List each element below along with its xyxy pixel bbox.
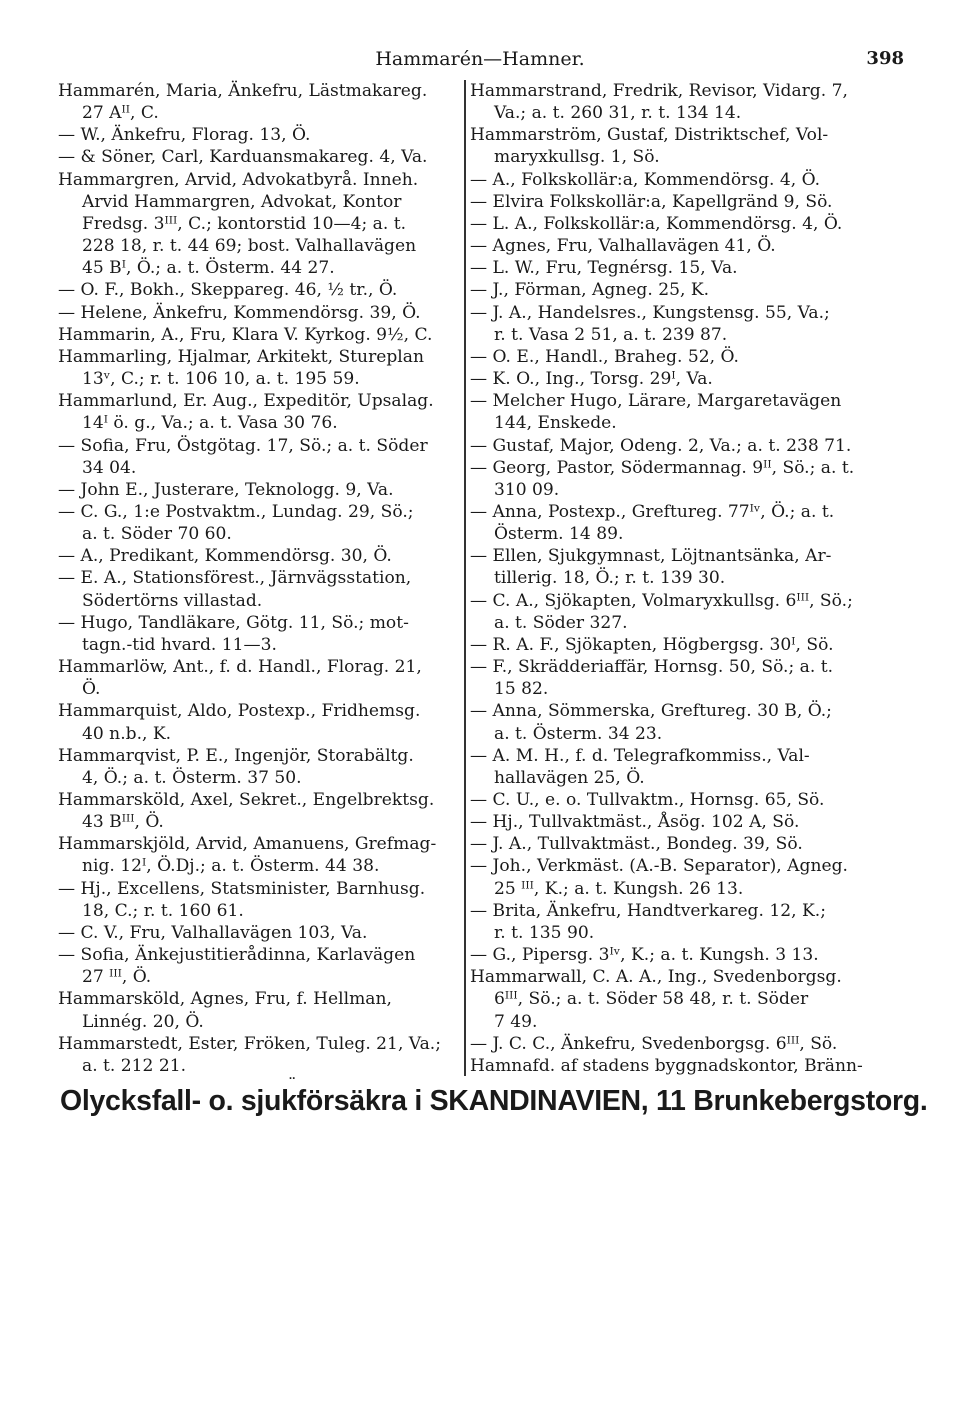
directory-entry-line: — O. F., Bokh., Skeppareg. 46, ½ tr., Ö.: [58, 280, 398, 301]
directory-entry-line: — G., Pipersg. 3ᴵᵛ, K.; a. t. Kungsh. 3 13.: [470, 945, 819, 966]
directory-entry-line: Hammarqvist, P. E., Ingenjör, Storabältg.: [58, 745, 414, 766]
directory-entry-line: Södertörns villastad.: [82, 590, 263, 611]
directory-entry-line: — Hj., Tullvaktmäst., Åsög. 102 A, Sö.: [470, 812, 800, 833]
directory-entry-line: 34 04.: [82, 457, 137, 478]
directory-entry-line: 25 ᴵᴵᴵ, K.; a. t. Kungsh. 26 13.: [494, 878, 744, 899]
directory-entry-line: a. t. Söder 327.: [494, 612, 628, 633]
directory-entry-line: tillerig. 18, Ö.; r. t. 139 30.: [494, 568, 726, 589]
directory-entry-line: Hammarström, Gustaf, Distriktschef, Vol-: [470, 125, 829, 146]
directory-entry-line: — A. M. H., f. d. Telegrafkommiss., Val-: [470, 745, 810, 766]
directory-entry-line: 7 49.: [494, 1011, 538, 1032]
directory-entry-line: Hammarstrand, Fredrik, Revisor, Vidarg. 7,: [470, 81, 848, 101]
directory-entry-line: Hammarskjöld, Arvid, Amanuens, Grefmag-: [58, 834, 437, 855]
directory-entry-line: — Joh., Verkmäst. (A.-B. Separator), Agneg.: [470, 856, 848, 877]
directory-entry-line: 27 ᴵᴵᴵ, Ö.: [82, 967, 152, 988]
directory-entry-line: 228 18, r. t. 44 69; bost. Valhallavägen: [82, 236, 417, 257]
directory-entry-line: — C. A., Sjökapten, Volmaryxkullsg. 6ᴵᴵᴵ, Sö.;: [470, 590, 853, 611]
directory-entry-line: — J., Förman, Agneg. 25, K.: [470, 280, 710, 301]
directory-entry-line: — R. A. F., Sjökapten, Högbergsg. 30ᴵ, Sö.: [470, 634, 834, 655]
directory-entry-line: Hammarquist, Aldo, Postexp., Fridhemsg.: [58, 701, 421, 722]
right-column: [470, 80, 908, 1080]
directory-entry-line: — Anna, Postexp., Greftureg. 77ᴵᵛ, Ö.; a. t.: [470, 501, 835, 522]
directory-entry-line: Hammarlöw, Ant., f. d. Handl., Florag. 21,: [58, 657, 422, 678]
directory-entry-line: Hammarsköld, Agnes, Fru, f. Hellman,: [58, 989, 392, 1010]
directory-entry-line: tagn.-tid hvard. 11—3.: [82, 634, 277, 655]
directory-entry-line: — L. W., Fru, Tegnérsg. 15, Va.: [470, 258, 738, 279]
directory-entry-line: — L. A., Folkskollär:a, Kommendörsg. 4, Ö.: [470, 213, 843, 234]
directory-entry-line: 43 Bᴵᴵᴵ, Ö.: [82, 812, 164, 833]
directory-entry-line: — J. A., Handelsres., Kungstensg. 55, Va.;: [470, 302, 830, 323]
directory-entry-line: — Sofia, Fru, Östgötag. 17, Sö.; a. t. Söder: [58, 435, 428, 456]
directory-entry-line: — Hj., Excellens, Statsminister, Barnhusg.: [58, 878, 426, 899]
directory-entry-line: 144, Enskede.: [494, 413, 617, 434]
directory-entry-line: — Agnes, Fru, Valhallavägen 41, Ö.: [470, 236, 776, 257]
page-number: 398: [866, 48, 904, 69]
directory-entry-line: — John E., Justerare, Teknologg. 9, Va.: [58, 479, 394, 500]
directory-entry-line: Hammarstedt, Ester, Fröken, Tuleg. 21, Va.;: [58, 1033, 441, 1054]
directory-entry-line: — C. U., e. o. Tullvaktm., Hornsg. 65, Sö.: [470, 790, 825, 810]
directory-entry-line: Va.; a. t. 260 31, r. t. 134 14.: [494, 103, 742, 124]
directory-entry-line: 40 n.b., K.: [82, 723, 172, 744]
directory-entry-line: — Melcher Hugo, Lärare, Margaretavägen: [470, 391, 842, 412]
directory-entry-line: — F., Skrädderiaffär, Hornsg. 50, Sö.; a. t.: [470, 657, 834, 678]
directory-entry-line: 14ᴵ ö. g., Va.; a. t. Vasa 30 76.: [82, 413, 338, 434]
directory-entry-line: — Anna, Sömmerska, Greftureg. 30 B, Ö.;: [470, 701, 832, 722]
directory-entry-line: nig. 12ᴵ, Ö.Dj.; a. t. Österm. 44 38.: [82, 856, 380, 877]
directory-entry-line: — A., Folkskollär:a, Kommendörsg. 4, Ö.: [470, 169, 821, 190]
directory-entry-line: a. t. Söder 70 60.: [82, 524, 232, 545]
directory-entry-line: — Helene, Änkefru, Kommendörsg. 39, Ö.: [58, 302, 421, 323]
directory-entry-line: Hammarling, Hjalmar, Arkitekt, Stureplan: [58, 346, 424, 367]
directory-entry-line: a. t. 212 21.: [82, 1055, 187, 1076]
directory-entry-line: Hammarlund, Er. Aug., Expeditör, Upsalag.: [58, 391, 434, 412]
directory-entry-line: — & Söner, Carl, Karduansmakareg. 4, Va.: [58, 147, 428, 168]
directory-entry-line: — Gustaf, Major, Odeng. 2, Va.; a. t. 238 71.: [470, 435, 852, 456]
directory-entry-line: 4, Ö.; a. t. Österm. 37 50.: [82, 767, 302, 788]
directory-entry-line: Hammargren, Arvid, Advokatbyrå. Inneh.: [58, 169, 419, 190]
directory-entry-line: 310 09.: [494, 479, 560, 500]
directory-entry-line: Arvid Hammargren, Advokat, Kontor: [82, 191, 402, 212]
directory-entry-line: Hammarwall, C. A. A., Ing., Svedenborgsg.: [470, 967, 842, 988]
directory-entry-line: a. t. Österm. 34 23.: [494, 723, 663, 744]
page-header: [0, 46, 960, 76]
directory-entry-line: — J. C. C., Änkefru, Svedenborgsg. 6ᴵᴵᴵ, Sö.: [470, 1033, 838, 1054]
directory-entry-line: 45 Bᴵ, Ö.; a. t. Österm. 44 27.: [82, 258, 335, 279]
directory-entry-line: — W., Änkefru, Florag. 13, Ö.: [58, 125, 311, 146]
directory-entry-line: [470, 1077, 908, 1080]
directory-entry-line: r. t. Vasa 2 51, a. t. 239 87.: [494, 324, 728, 345]
directory-entry-line: maryxkullsg. 1, Sö.: [494, 147, 660, 168]
directory-entry-line: 15 82.: [494, 679, 549, 700]
directory-entry-line: Österm. 14 89.: [494, 524, 624, 545]
footer-advertisement: Olycksfall- o. sjukförsäkra i SKANDINAVIEN, 11 Brunkebergstorg.: [60, 1085, 928, 1117]
directory-entry-line: — Elvira Folkskollär:a, Kapellgränd 9, Sö.: [470, 191, 833, 212]
directory-entry-line: — Sofia, Änkejustitierådinna, Karlavägen: [58, 945, 416, 966]
directory-entry-line: 6ᴵᴵᴵ, Sö.; a. t. Söder 58 48, r. t. Söder: [494, 989, 809, 1010]
directory-entry-line: — Georg, Pastor, Södermannag. 9ᴵᴵ, Sö.; a. t.: [470, 457, 855, 478]
directory-entry-line: [58, 1077, 462, 1080]
directory-entry-line: — O. E., Handl., Braheg. 52, Ö.: [470, 346, 739, 367]
column-divider: [464, 80, 466, 1076]
directory-entry-line: 13ᵛ, C.; r. t. 106 10, a. t. 195 59.: [82, 369, 360, 390]
directory-entry-line: — C. G., 1:e Postvaktm., Lundag. 29, Sö.;: [58, 501, 414, 522]
directory-entry-line: r. t. 135 90.: [494, 922, 595, 943]
directory-entry-line: Fredsg. 3ᴵᴵᴵ, C.; kontorstid 10—4; a. t.: [82, 213, 407, 234]
directory-entry-line: — Ellen, Sjukgymnast, Löjtnantsänka, Ar-: [470, 546, 832, 567]
directory-entry-line: hallavägen 25, Ö.: [494, 767, 645, 788]
directory-entry-line: — J. A., Tullvaktmäst., Bondeg. 39, Sö.: [470, 834, 803, 855]
directory-entry-line: Ö.: [82, 679, 101, 700]
directory-entry-line: — Brita, Änkefru, Handtverkareg. 12, K.;: [470, 900, 826, 921]
directory-entry-line: Hammarén, Maria, Änkefru, Lästmakareg.: [58, 81, 428, 101]
directory-entry-line: Hamnafd. af stadens byggnadskontor, Bränn-: [470, 1055, 863, 1076]
directory-entry-line: Linnég. 20, Ö.: [82, 1011, 204, 1032]
directory-entry-line: 27 Aᴵᴵ, C.: [82, 103, 159, 124]
directory-entry-line: 18, C.; r. t. 160 61.: [82, 900, 244, 921]
directory-entry-line: — C. V., Fru, Valhallavägen 103, Va.: [58, 922, 368, 943]
directory-entry-line: — Hugo, Tandläkare, Götg. 11, Sö.; mot-: [58, 612, 409, 633]
directory-entry-line: — A., Predikant, Kommendörsg. 30, Ö.: [58, 546, 392, 567]
directory-entry-line: — E. A., Stationsförest., Järnvägsstation,: [58, 568, 412, 589]
left-column: [58, 80, 462, 1080]
directory-entry-line: Hammarsköld, Axel, Sekret., Engelbrektsg.: [58, 790, 435, 810]
running-head: Hammarén—Hamner.: [375, 48, 585, 70]
directory-entry-line: Hammarin, A., Fru, Klara V. Kyrkog. 9½, C.: [58, 324, 433, 345]
directory-entry-line: — K. O., Ing., Torsg. 29ᴵ, Va.: [470, 369, 713, 390]
